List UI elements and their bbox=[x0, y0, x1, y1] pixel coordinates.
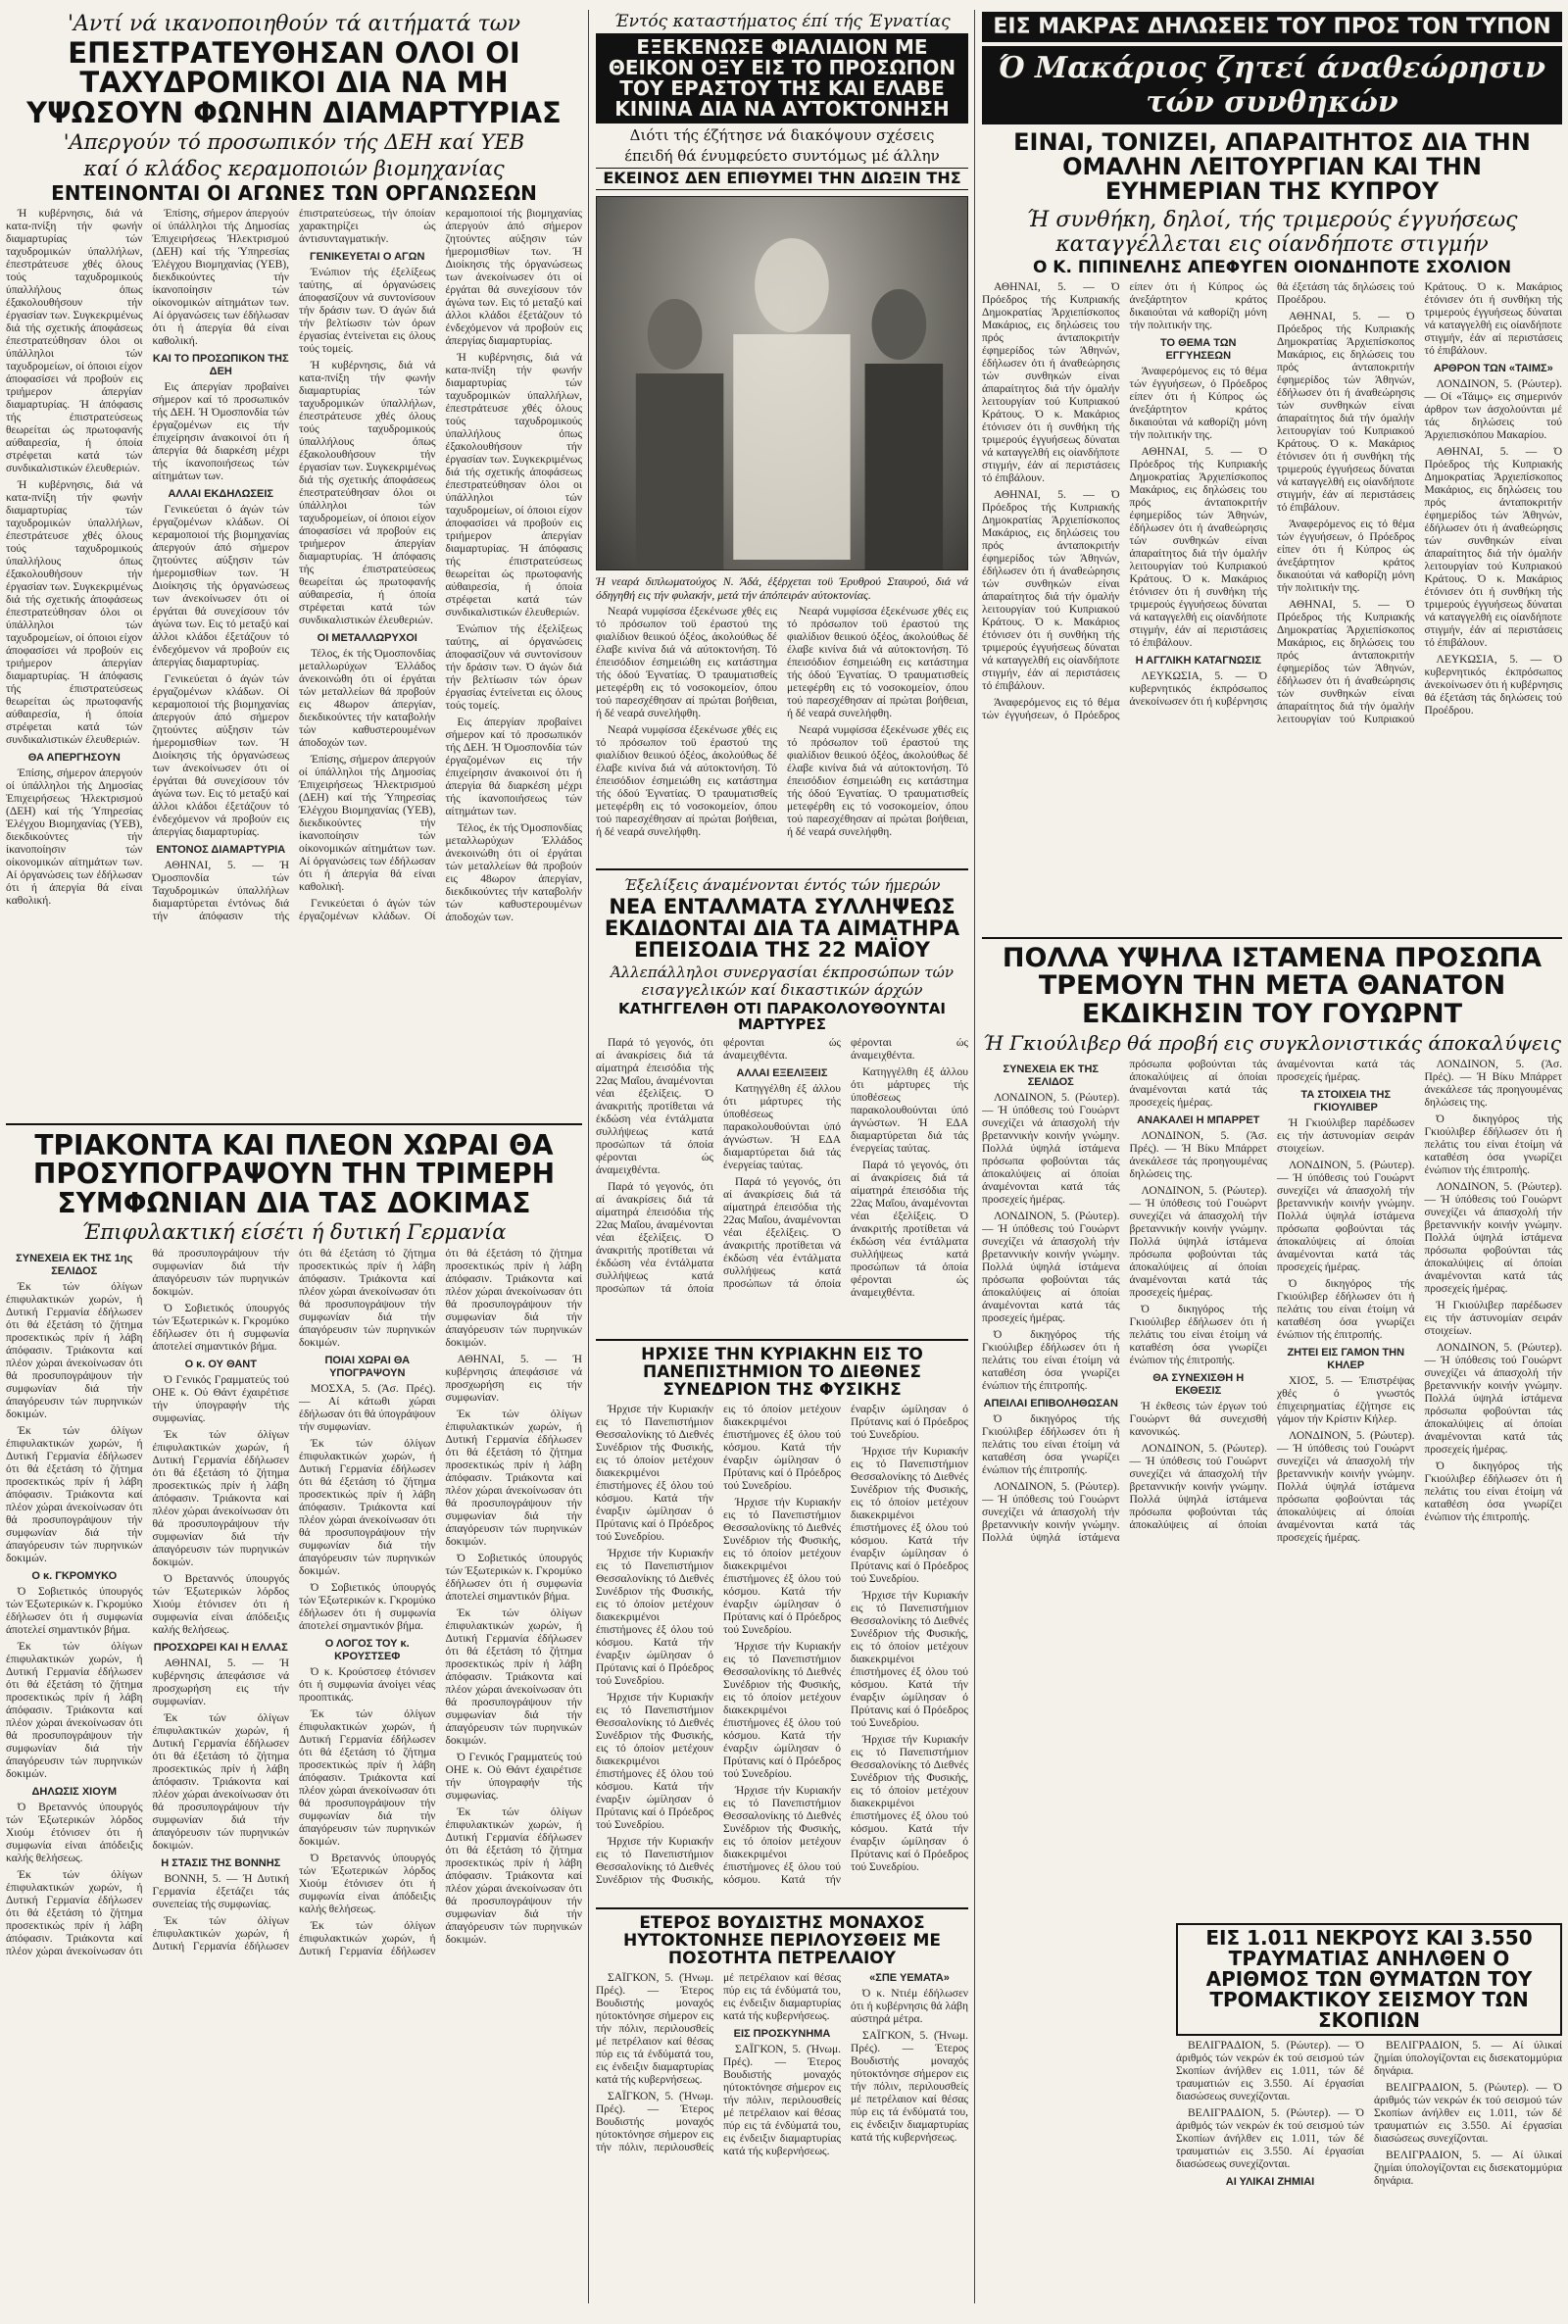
section-heading: ΕΙΣ ΠΡΟΣΚΥΝΗΜΑ bbox=[733, 2027, 831, 2040]
paragraph: ΜΟΣΧΑ, 5. (Άσ. Πρές). — Αί κάτωθι χώραι έδήλωσαν ότι θά ύπογράψουν τήν συμφωνίαν. bbox=[299, 1383, 436, 1434]
column-rule bbox=[588, 1108, 589, 2303]
article-body bbox=[596, 1404, 968, 1953]
section-heading: ΓΕΝΙΚΕΥΕΤΑΙ Ο ΑΓΩΝ bbox=[310, 251, 425, 264]
paragraph: Ή Γκιούλιβερ παρέδωσεν εις τήν άστυνομίαν σειράν στοιχείων. bbox=[1277, 1117, 1415, 1156]
paragraph: Ένώπιον τής έξελίξεως ταύτης, αί όργανώσεις άποφασίζουν νά συντονίσουν τήν δράσιν των. Ό άγών διά τήν βελτίωσιν τών όρων έργασίας έντείνεται εις όλους τούς τομείς. bbox=[299, 267, 436, 356]
paragraph: ΛΟΝΔΙΝΟΝ, 5. (Ρώυτερ). — Ή ύπόθεσις τού Γουώρντ συνεχίζει νά άπασχολή τήν βρεταννικήν κοινήν γνώμην. Πολλά ύψηλά ίστάμενα πρόσωπα φοβούνται τάς άποκαλύψεις αί όποίαι άναμένονται κατά τάς προσεχείς ήμέρας. bbox=[1129, 1185, 1267, 1300]
subhead-bold: Ο Κ. ΠΙΠΙΝΕΛΗΣ ΑΠΕΦΥΓΕΝ ΟΙΟΝΔΗΠΟΤΕ ΣΧΟΛΙΟΝ bbox=[1032, 257, 1512, 277]
paragraph: Έπίσης, σήμερον άπεργούν οί ύπάλληλοι τής Δημοσίας Έπιχειρήσεως Ήλεκτρισμού (ΔΕΗ) καί τής Ύπηρεσίας Έλέγχου Βιομηχανίας (ΥΕΒ), διεκδικούντες τήν ίκανοποίησιν τών οίκονομικών αίτημάτων των. Αί όργανώσεις των έδήλωσαν ότι ή άπεργία θά είναι καθολική. bbox=[299, 754, 436, 894]
paragraph: Άναφερόμενος εις τό θέμα τών έγγυήσεων, ό Πρόεδρος είπεν ότι ή Κύπρος ώς άνεξάρτητον κράτος δικαιούται νά καθορίζη μόνη τήν πολιτικήν της. bbox=[1277, 518, 1415, 594]
paragraph: Ό δικηγόρος τής Γκιούλιβερ έδήλωσεν ότι ή πελάτις του είναι έτοίμη νά καταθέση όσα γνωρίζει ένώπιον τής έπιτροπής. bbox=[982, 1413, 1120, 1477]
subhead: Ή συνθήκη, δηλοί, τής τριμερούς έγγυήσεως καταγγέλλεται εις οίανδήποτε στιγμήν bbox=[1026, 207, 1518, 257]
section-heading: Η ΑΓΓΛΙΚΗ ΚΑΤΑΓΝΩΣΙΣ bbox=[1135, 654, 1261, 667]
paragraph: Άναφερόμενος εις τό θέμα τών έγγυήσεων, ό Πρόεδρος είπεν ότι ή Κύπρος ώς άνεξάρτητον κράτος δικαιούται νά καθορίζη μόνη τήν πολιτικήν της. bbox=[982, 280, 1267, 721]
paragraph: ΑΘΗΝΑΙ, 5. — Ή κυβέρνησις άπεφάσισε νά προσχωρήση εις τήν συμφωνίαν. bbox=[152, 1657, 289, 1708]
paragraph: ΣΑΪΓΚΟΝ, 5. (Ήνωμ. Πρές). — Έτερος Βουδιστής μοναχός ηύτοκτόνησε σήμερον εις τήν πόλιν, περιλουσθείς μέ πετρέλαιον καί θέσας πύρ εις τά ένδύματά του, εις ένδειξιν διαμαρτυρίας κατά τής κυβερνήσεως. bbox=[596, 1971, 713, 2086]
paragraph: Ό Βρεταννός ύπουργός τών Έξωτερικών λόρδος Χιούμ έτόνισεν ότι ή συμφωνία είναι άπόδειξις καλής θελήσεως. bbox=[152, 1573, 289, 1637]
story-makarios bbox=[982, 10, 1562, 889]
paragraph: ΛΟΝΔΙΝΟΝ, 5. (Ρώυτερ). — Ή ύπόθεσις τού Γουώρντ συνεχίζει νά άπασχολή τήν βρεταννικήν κοινήν γνώμην. Πολλά ύψηλά ίστάμενα πρόσωπα φοβούνται τάς άποκαλύψεις αί όποίαι άναμένονται κατά τάς προσεχείς ήμέρας. bbox=[1277, 1430, 1415, 1545]
section-heading: «ΣΠΕ ΥΕΜΑΤΑ» bbox=[869, 1971, 950, 1984]
section-heading: ΑΛΛΑΙ ΕΞΕΛΙΞΕΙΣ bbox=[736, 1066, 828, 1079]
paragraph: ΒΕΛΙΓΡΑΔΙΟΝ, 5. — Αί ύλικαί ζημίαι ύπολογίζονται εις δισεκατομμύρια δηνάρια. bbox=[1374, 2040, 1562, 2077]
section-heading: ΑΡΘΡΟΝ ΤΩΝ «ΤΑΙΜΣ» bbox=[1433, 362, 1553, 374]
story-physics bbox=[596, 1333, 968, 1953]
headline: ΕΙΣ 1.011 ΝΕΚΡΟΥΣ ΚΑΙ 3.550 ΤΡΑΥΜΑΤΙΑΣ ΑΝΗΛΘΕΝ Ο ΑΡΙΘΜΟΣ ΤΩΝ ΘΥΜΑΤΩΝ ΤΟΥ ΤΡΟΜΑΚΤΙΚΟΥ ΣΕΙΣΜΟΥ ΤΩΝ ΣΚΟΠΙΩΝ bbox=[1176, 1923, 1562, 2036]
section-heading: ΤΑ ΣΤΟΙΧΕΙΑ ΤΗΣ ΓΚΙΟΥΛΙΒΕΡ bbox=[1300, 1089, 1392, 1114]
paragraph: ΛΟΝΔΙΝΟΝ, 5. (Ρώυτερ). — Ή ύπόθεσις τού Γουώρντ συνεχίζει νά άπασχολή τήν βρεταννικήν κοινήν γνώμην. Πολλά ύψηλά ίστάμενα πρόσωπα φοβούνται τάς άποκαλύψεις αί όποίαι άναμένονται κατά τάς προσεχείς ήμέρας. bbox=[1424, 1342, 1562, 1457]
paragraph: ΑΘΗΝΑΙ, 5. — Ό Πρόεδρος τής Κυπριακής Δημοκρατίας Άρχιεπίσκοπος Μακάριος, εις δηλώσεις του πρός άνταποκριτήν έφημερίδος τών Άθηνών, έδήλωσεν ότι ή άναθεώρησις τών συνθηκών είναι άπαραίτητος διά τήν όμαλήν λειτουργίαν τού Κυπριακού Κράτους. Ό κ. Μακάριος έτόνισεν ότι ή συνθήκη τής τριμερούς έγγυήσεως δύναται νά καταγγελθή εις οίανδήποτε στιγμήν, έάν αί περιστάσεις τό έπιβάλουν. bbox=[1424, 445, 1562, 649]
paragraph: ΑΘΗΝΑΙ, 5. — Ό Πρόεδρος τής Κυπριακής Δημοκρατίας Άρχιεπίσκοπος Μακάριος, εις δηλώσεις του πρός άνταποκριτήν έφημερίδος τών Άθηνών, έδήλωσεν ότι ή άναθεώρησις τών συνθηκών είναι άπαραίτητος διά τήν όμαλήν λειτουργίαν τού Κυπριακού Κράτους. Ό κ. Μακάριος έτόνισεν ότι ή συνθήκη τής τριμερούς έγγυήσεως δύναται νά καταγγελθή εις οίανδήποτε στιγμήν, έάν αί περιστάσεις τό έπιβάλουν. bbox=[1277, 310, 1415, 514]
subhead: 'Απεργούν τό προσωπικόν τής ΔΕΗ καί ΥΕΒ bbox=[63, 130, 525, 155]
paragraph: Ό Γενικός Γραμματεύς τού ΟΗΕ κ. Ού Θάντ έχαιρέτισε τήν ύπογραφήν τής συμφωνίας. bbox=[445, 1752, 582, 1803]
paragraph: Ό δικηγόρος τής Γκιούλιβερ έδήλωσεν ότι ή πελάτις του είναι έτοίμη νά καταθέση όσα γνωρίζει ένώπιον τής έπιτροπής. bbox=[1129, 1304, 1267, 1367]
paragraph: Έκ τών όλίγων έπιφυλακτικών χωρών, ή Δυτική Γερμανία έδήλωσεν ότι θά έξετάση τό ζήτημα προσεκτικώς πρίν ή λάβη άπόφασιν. Τριάκοντα καί πλέον χώραι άνεκοίνωσαν ότι θά προσυπογράψουν τήν συμφωνίαν διά τήν άπαγόρευσιν τών πυρηνικών δοκιμών. bbox=[445, 1806, 582, 1947]
paragraph: ΒΕΛΙΓΡΑΔΙΟΝ, 5. (Ρώυτερ). — Ό άριθμός τών νεκρών έκ τού σεισμού τών Σκοπίων άνήλθεν εις 1.011, τών δέ τραυματιών εις 3.550. Αί έργασίαι διασώσεως συνεχίζονται. bbox=[1176, 2107, 1364, 2170]
paragraph: Ή κυβέρνησις, διά νά κατα-πνίξη τήν φωνήν διαμαρτυρίας τών ταχυδρομικών ύπαλλήλων, έπεστράτευσε χθές όλους τούς ταχυδρομικούς ύπαλλήλους όπως έξακολουθήσουν τήν έργασίαν των. Συγκεκριμένως διά τής σχετικής άποφάσεως έπεστρατεύθησαν όλοι οι ύπάλληλοι τών ταχυδρομείων, οί όποιοι είχον άποφασίσει νά προβούν εις τριήμερον άπεργίαν διαμαρτυρίας. Ή άπόφασις τής έπιστρατεύσεως θεωρείται ώς πρωτοφανής αύθαιρεσία, ή όποία στρέφεται κατά τών συνδικαλιστικών έλευθεριών. bbox=[6, 479, 143, 747]
section-heading: ΤΟ ΘΕΜΑ ΤΩΝ ΕΓΓΥΗΣΕΩΝ bbox=[1160, 336, 1237, 362]
paragraph: Έκ τών όλίγων έπιφυλακτικών χωρών, ή Δυτική Γερμανία έδήλωσεν ότι θά έξετάση τό ζήτημα προσεκτικώς πρίν ή λάβη άπόφασιν. Τριάκοντα καί πλέον χώραι άνεκοίνωσαν ότι θά προσυπογράψουν τήν συμφωνίαν διά τήν άπαγόρευσιν τών πυρηνικών δοκιμών. bbox=[6, 1641, 143, 1781]
kicker: 'Αντί νά ικανοποιηθούν τά αιτήματά των bbox=[67, 12, 521, 36]
paragraph: Έκ τών όλίγων έπιφυλακτικών χωρών, ή Δυτική Γερμανία έδήλωσεν ότι θά έξετάση τό ζήτημα προσεκτικώς πρίν ή λάβη άπόφασιν. Τριάκοντα καί πλέον χώραι άνεκοίνωσαν ότι θά προσυπογράψουν τήν συμφωνίαν διά τήν άπαγόρευσιν τών πυρηνικών δοκιμών. bbox=[299, 1438, 436, 1578]
subhead: Έπιφυλακτική είσέτι ή δυτική Γερμανία bbox=[81, 1220, 507, 1245]
section-heading: Ο κ. ΓΚΡΟΜΥΚΟ bbox=[31, 1570, 118, 1583]
paragraph: Παρά τό γεγονός, ότι αί άνακρίσεις διά τά αίματηρά έπεισόδια τής 22ας Μαΐου, άναμένονται νέαι έξελίξεις. Ό άνακριτής προτίθεται νά έκδώση νέα έντάλματα συλλήψεως κατά προσώπων τά όποία φέρονται ώς άναμειχθέντα. bbox=[723, 1036, 968, 1290]
kicker: Έντός καταστήματος έπί τής Έγνατίας bbox=[613, 12, 951, 31]
story-acid bbox=[596, 10, 968, 861]
headline: ΕΞΕΚΕΝΩΣΕ ΦΙΑΛΙΔΙΟΝ ΜΕ ΘΕΙΚΟΝ ΟΞΥ ΕΙΣ ΤΟ ΠΡΟΣΩΠΟΝ ΤΟΥ ΕΡΑΣΤΟΥ ΤΗΣ ΚΑΙ ΕΛΑΒΕ ΚΙΝΙΝΑ ΔΙΑ ΝΑ ΑΥΤΟΚΤΟΝΗΣΗ bbox=[596, 33, 968, 124]
paragraph: Εις άπεργίαν προβαίνει σήμερον καί τό προσωπικόν τής ΔΕΗ. Ή Όμοσπονδία τών έργαζομένων εις τήν έπιχείρησιν άνακοινοί ότι ή άπεργία θά διαρκέση μέχρι τής ίκανοποιήσεως τών αίτημάτων των. bbox=[152, 381, 289, 483]
story-ward bbox=[982, 931, 1562, 1892]
article-body bbox=[596, 1972, 968, 2305]
section-heading: Ο ΛΟΓΟΣ ΤΟΥ κ. ΚΡΟΥΣΤΣΕΦ bbox=[324, 1638, 410, 1663]
story-test-ban bbox=[6, 1117, 582, 2306]
paragraph: ΣΑΪΓΚΟΝ, 5. (Ήνωμ. Πρές). — Έτερος Βουδιστής μοναχός ηύτοκτόνησε σήμερον εις τήν πόλιν, περιλουσθείς μέ πετρέλαιον καί θέσας πύρ εις τά ένδύματά του, εις ένδειξιν διαμαρτυρίας κατά τής κυβερνήσεως. bbox=[851, 2029, 968, 2144]
paragraph: Νεαρά νυμφίσσα έξεκένωσε χθές εις τό πρόσωπον τοϋ έραστού της φιαλίδιον θειικού όξέος, άκολούθως δέ έλαβε κινίνα διά νά αύτοκτονήση. Τό έπεισόδιον έσημειώθη εις κατάστημα τής όδού Έγνατίας. Ό τραυματισθείς μετεφέρθη εις τό νοσοκομείον, όπου τού παρεσχέθησαν αί πρώται βοήθειαι, ή δέ νεαρά συνελήφθη. bbox=[596, 723, 777, 838]
paragraph: Τέλος, έκ τής Όμοσπονδίας μεταλλωρύχων Έλλάδος άνεκοινώθη ότι οί έργάται τών μεταλλείων θά προβούν εις 48ωρον άπεργίαν, διεκδικούντες τήν καταβολήν τών καθυστερουμένων άποδοχών των. bbox=[445, 822, 582, 924]
paragraph: Ή κυβέρνησις, διά νά κατα-πνίξη τήν φωνήν διαμαρτυρίας τών ταχυδρομικών ύπαλλήλων, έπεστράτευσε χθές όλους τούς ταχυδρομικούς ύπαλλήλους όπως έξακολουθήσουν τήν έργασίαν των. Συγκεκριμένως διά τής σχετικής άποφάσεως έπεστρατεύθησαν όλοι οι ύπάλληλοι τών ταχυδρομείων, οί όποιοι είχον άποφασίσει νά προβούν εις τριήμερον άπεργίαν διαμαρτυρίας. Ή άπόφασις τής έπιστρατεύσεως θεωρείται ώς πρωτοφανής αύθαιρεσία, ή όποία στρέφεται κατά τών συνδικαλιστικών έλευθεριών. bbox=[445, 352, 582, 619]
headline: ΤΡΙΑΚΟΝΤΑ ΚΑΙ ΠΛΕΟΝ ΧΩΡΑΙ ΘΑ ΠΡΟΣΥΠΟΓΡΑΨΟΥΝ ΤΗΝ ΤΡΙΜΕΡΗ ΣΥΜΦΩΝΙΑΝ ΔΙΑ ΤΑΣ ΔΟΚΙΜΑΣ bbox=[32, 1129, 556, 1219]
paragraph: Ό κ. Κρούστσεφ έτόνισεν ότι ή συμφωνία άνοίγει νέας προοπτικάς. bbox=[299, 1666, 436, 1705]
subhead: έπειδή θά ένυμφεύετο συντόμως μέ άλλην bbox=[624, 147, 940, 165]
headline: ΝΕΑ ΕΝΤΑΛΜΑΤΑ ΣΥΛΛΗΨΕΩΣ ΕΚΔΙΔΟΝΤΑΙ ΔΙΑ ΤΑ ΑΙΜΑΤΗΡΑ ΕΠΕΙΣΟΔΙΑ ΤΗΣ 22 ΜΑΪΟΥ bbox=[604, 895, 960, 963]
headline: Ό Μακάριος ζητεί άναθεώρησιν τών συνθηκών bbox=[998, 51, 1546, 121]
paragraph: ΑΘΗΝΑΙ, 5. — Ό Πρόεδρος τής Κυπριακής Δημοκρατίας Άρχιεπίσκοπος Μακάριος, εις δηλώσεις του πρός άνταποκριτήν έφημερίδος τών Άθηνών, έδήλωσεν ότι ή άναθεώρησις τών συνθηκών είναι άπαραίτητος διά τήν όμαλήν λειτουργίαν τού Κυπριακού Κράτους. Ό κ. Μακάριος έτόνισεν ότι ή συνθήκη τής τριμερούς έγγυήσεως δύναται νά καταγγελθή εις οίανδήποτε στιγμήν, έάν αί περιστάσεις τό έπιβάλουν. bbox=[1129, 445, 1267, 649]
paragraph: ΛΟΝΔΙΝΟΝ, 5. (Ρώυτερ). — Ή ύπόθεσις τού Γουώρντ συνεχίζει νά άπασχολή τήν βρεταννικήν κοινήν γνώμην. Πολλά ύψηλά ίστάμενα πρόσωπα φοβούνται τάς άποκαλύψεις αί όποίαι άναμένονται κατά τάς προσεχείς ήμέρας. bbox=[982, 1059, 1267, 1545]
section-heading: ΟΙ ΜΕΤΑΛΛΩΡΥΧΟΙ bbox=[317, 632, 417, 645]
paragraph: ΒΕΛΙΓΡΑΔΙΟΝ, 5. — Αί ύλικαί ζημίαι ύπολογίζονται εις δισεκατομμύρια δηνάρια. bbox=[1374, 2150, 1562, 2187]
paragraph: Ό δικηγόρος τής Γκιούλιβερ έδήλωσεν ότι ή πελάτις του είναι έτοίμη νά καταθέση όσα γνωρίζει ένώπιον τής έπιτροπής. bbox=[982, 1329, 1120, 1393]
paragraph: Ό Βρεταννός ύπουργός τών Έξωτερικών λόρδος Χιούμ έτόνισεν ότι ή συμφωνία είναι άπόδειξις καλής θελήσεως. bbox=[299, 1853, 436, 1916]
paragraph: Παρά τό γεγονός, ότι αί άνακρίσεις διά τά αίματηρά έπεισόδια τής 22ας Μαΐου, άναμένονται νέαι έξελίξεις. Ό άνακριτής προτίθεται νά έκδώση νέα έντάλματα συλλήψεως κατά προσώπων τά όποία φέρονται ώς άναμειχθέντα. bbox=[851, 1159, 968, 1299]
paragraph: Ό Γενικός Γραμματεύς τού ΟΗΕ κ. Ού Θάντ έχαιρέτισε τήν ύπογραφήν τής συμφωνίας. bbox=[152, 1374, 289, 1425]
paragraph: ΧΙΟΣ, 5. — Έπιστρέψας χθές ό γνωστός έπιχειρηματίας έζήτησε εις γάμον τήν Κρίστιν Κήλερ. bbox=[1277, 1375, 1415, 1426]
paragraph: Ήρχισε τήν Κυριακήν εις τό Πανεπιστήμιον Θεσσαλονίκης τό Διεθνές Συνέδριον τής Φυσικής, εις τό όποίον μετέχουν διακεκριμένοι έπιστήμονες έξ όλου τού κόσμου. Κατά τήν έναρξιν ώμίλησαν ό Πρύτανις καί ό Πρόεδρος τού Συνεδρίου. bbox=[723, 1403, 968, 1886]
section-heading: Η ΣΤΑΣΙΣ ΤΗΣ ΒΟΝΝΗΣ bbox=[161, 1857, 281, 1870]
paragraph: Ήρχισε τήν Κυριακήν εις τό Πανεπιστήμιον Θεσσαλονίκης τό Διεθνές Συνέδριον τής Φυσικής, εις τό όποίον μετέχουν διακεκριμένοι έπιστήμονες έξ όλου τού κόσμου. Κατά τήν έναρξιν ώμίλησαν ό Πρύτανις καί ό Πρόεδρος τού Συνεδρίου. bbox=[596, 1547, 713, 1687]
kicker: Έξελίξεις άναμένονται έντός τών ήμερών bbox=[623, 876, 941, 894]
paragraph: Ό δικηγόρος τής Γκιούλιβερ έδήλωσεν ότι ή πελάτις του είναι έτοίμη νά καταθέση όσα γνωρίζει ένώπιον τής έπιτροπής. bbox=[1277, 1278, 1415, 1342]
photo-caption: Ή νεαρά διπλωματούχος Ν. Άδά, έξέρχεται τοϋ Έρυθρού Σταυρού, διά νά όδηγηθή εις τήν φυλακήν, μετά τήν άπόπειράν αύτοκτονίας. bbox=[596, 573, 968, 602]
story-earthquake bbox=[1176, 1921, 1562, 2324]
paragraph: ΑΘΗΝΑΙ, 5. — Ή Όμοσπονδία τών Ταχυδρομικών ύπαλλήλων διαμαρτύρεται έντόνως διά τήν άπόφασιν τής έπιστρατεύσεως, τήν όποίαν χαρακτηρίζει ώς άντισυνταγματικήν. bbox=[152, 208, 436, 923]
article-body bbox=[982, 1059, 1562, 1892]
paragraph: Έκ τών όλίγων έπιφυλακτικών χωρών, ή Δυτική Γερμανία έδήλωσεν ότι θά έξετάση τό ζήτημα προσεκτικώς πρίν ή λάβη άπόφασιν. Τριάκοντα καί πλέον χώραι άνεκοίνωσαν ότι θά προσυπογράψουν τήν συμφωνίαν διά τήν άπαγόρευσιν τών πυρηνικών δοκιμών. bbox=[445, 1607, 582, 1748]
section-heading: ΔΗΛΩΣΙΣ ΧΙΟΥΜ bbox=[31, 1786, 117, 1799]
paragraph: Ή κυβέρνησις, διά νά κατα-πνίξη τήν φωνήν διαμαρτυρίας τών ταχυδρομικών ύπαλλήλων, έπεστράτευσε χθές όλους τούς ταχυδρομικούς ύπαλλήλους όπως έξακολουθήσουν τήν έργασίαν των. Συγκεκριμένως διά τής σχετικής άποφάσεως έπεστρατεύθησαν όλοι οι ύπάλληλοι τών ταχυδρομείων, οί όποιοι είχον άποφασίσει νά προβούν εις τριήμερον άπεργίαν διαμαρτυρίας. Ή άπόφασις τής έπιστρατεύσεως θεωρείται ώς πρωτοφανής αύθαιρεσία, ή όποία στρέφεται κατά τών συνδικαλιστικών έλευθεριών. bbox=[299, 360, 436, 627]
paragraph: ΛΟΝΔΙΝΟΝ, 5. (Ρώυτερ). — Ή ύπόθεσις τού Γουώρντ συνεχίζει νά άπασχολή τήν βρεταννικήν κοινήν γνώμην. Πολλά ύψηλά ίστάμενα πρόσωπα φοβούνται τάς άποκαλύψεις αί όποίαι άναμένονται κατά τάς προσεχείς ήμέρας. bbox=[1277, 1160, 1415, 1274]
paragraph: Ήρχισε τήν Κυριακήν εις τό Πανεπιστήμιον Θεσσαλονίκης τό Διεθνές Συνέδριον τής Φυσικής, εις τό όποίον μετέχουν διακεκριμένοι έπιστήμονες έξ όλου τού κόσμου. Κατά τήν έναρξιν ώμίλησαν ό Πρύτανις καί ό Πρόεδρος τού Συνεδρίου. bbox=[596, 1403, 713, 1543]
paragraph: Έκ τών όλίγων έπιφυλακτικών χωρών, ή Δυτική Γερμανία έδήλωσεν ότι θά έξετάση τό ζήτημα προσεκτικώς πρίν ή λάβη άπόφασιν. Τριάκοντα καί πλέον χώραι άνεκοίνωσαν ότι θά προσυπογράψουν τήν συμφωνίαν διά τήν άπαγόρευσιν τών πυρηνικών δοκιμών. bbox=[152, 1712, 289, 1853]
paragraph: Ήρχισε τήν Κυριακήν εις τό Πανεπιστήμιον Θεσσαλονίκης τό Διεθνές Συνέδριον τής Φυσικής, εις τό όποίον μετέχουν διακεκριμένοι έπιστήμονες έξ όλου τού κόσμου. Κατά τήν έναρξιν ώμίλησαν ό Πρύτανις καί ό Πρόεδρος τού Συνεδρίου. bbox=[723, 1640, 841, 1780]
kicker-banner: ΕΙΣ ΜΑΚΡΑΣ ΔΗΛΩΣΕΙΣ ΤΟΥ ΠΡΟΣ ΤΟΝ ΤΥΠΟΝ bbox=[982, 12, 1562, 42]
subhead-bold: ΕΝΤΕΙΝΟΝΤΑΙ ΟΙ ΑΓΩΝΕΣ ΤΩΝ ΟΡΓΑΝΩΣΕΩΝ bbox=[51, 181, 537, 206]
headline-box bbox=[982, 46, 1562, 124]
paragraph: Έπίσης, σήμερον άπεργούν οί ύπάλληλοι τής Δημοσίας Έπιχειρήσεως Ήλεκτρισμού (ΔΕΗ) καί τής Ύπηρεσίας Έλέγχου Βιομηχανίας (ΥΕΒ), διεκδικούντες τήν ίκανοποίησιν τών οίκονομικών αίτημάτων των. Αί όργανώσεις των έδήλωσαν ότι ή άπεργία θά είναι καθολική. bbox=[152, 208, 289, 348]
paragraph: Νεαρά νυμφίσσα έξεκένωσε χθές εις τό πρόσωπον τοϋ έραστού της φιαλίδιον θειικού όξέος, άκολούθως δέ έλαβε κινίνα διά νά αύτοκτονήση. Τό έπεισόδιον έσημειώθη εις κατάστημα τής όδού Έγνατίας. Ό τραυματισθείς μετεφέρθη εις τό νοσοκομείον, όπου τού παρεσχέθησαν αί πρώται βοήθειαι, ή δέ νεαρά συνελήφθη. bbox=[596, 605, 777, 719]
paragraph: Ήρχισε τήν Κυριακήν εις τό Πανεπιστήμιον Θεσσαλονίκης τό Διεθνές Συνέδριον τής Φυσικής, εις τό όποίον μετέχουν διακεκριμένοι έπιστήμονες έξ όλου τού κόσμου. Κατά τήν έναρξιν ώμίλησαν ό Πρύτανις καί ό Πρόεδρος τού Συνεδρίου. bbox=[851, 1445, 968, 1585]
article-body bbox=[596, 606, 968, 861]
paragraph: ΣΑΪΓΚΟΝ, 5. (Ήνωμ. Πρές). — Έτερος Βουδιστής μοναχός ηύτοκτόνησε σήμερον εις τήν πόλιν, περιλουσθείς μέ πετρέλαιον καί θέσας πύρ εις τά ένδύματά του, εις ένδειξιν διαμαρτυρίας κατά τής κυβερνήσεως. bbox=[596, 1971, 841, 2153]
paragraph: Ήρχισε τήν Κυριακήν εις τό Πανεπιστήμιον Θεσσαλονίκης τό Διεθνές Συνέδριον τής Φυσικής, εις τό όποίον μετέχουν διακεκριμένοι έπιστήμονες έξ όλου τού κόσμου. Κατά τήν έναρξιν ώμίλησαν ό Πρύτανις καί ό Πρόεδρος τού Συνεδρίου. bbox=[851, 1589, 968, 1729]
divider bbox=[596, 868, 968, 870]
paragraph: ΛΟΝΔΙΝΟΝ, 5. (Ρώυτερ). — Ή ύπόθεσις τού Γουώρντ συνεχίζει νά άπασχολή τήν βρεταννικήν κοινήν γνώμην. Πολλά ύψηλά ίστάμενα πρόσωπα φοβούνται τάς άποκαλύψεις αί όποίαι άναμένονται κατά τάς προσεχείς ήμέρας. bbox=[982, 1211, 1120, 1325]
paragraph: Κατηγγέλθη έξ άλλου ότι μάρτυρες τής ύποθέσεως παρακολουθούνται ύπό άγνώστων. Ή ΕΔΑ διαμαρτύρεται διά τάς ένεργείας ταύτας. bbox=[851, 1065, 968, 1155]
section-heading: ΚΑΙ ΤΟ ΠΡΟΣΩΠΙΚΟΝ ΤΗΣ ΔΕΗ bbox=[152, 353, 289, 378]
paragraph: Τέλος, έκ τής Όμοσπονδίας μεταλλωρύχων Έλλάδος άνεκοινώθη ότι οί έργάται τών μεταλλείων θά προβούν εις 48ωρον άπεργίαν, διεκδικούντες τήν καταβολήν τών καθυστερουμένων άποδοχών των. bbox=[299, 648, 436, 750]
paragraph: Ήρχισε τήν Κυριακήν εις τό Πανεπιστήμιον Θεσσαλονίκης τό Διεθνές Συνέδριον τής Φυσικής, εις τό όποίον μετέχουν διακεκριμένοι έπιστήμονες έξ όλου τού κόσμου. Κατά τήν έναρξιν ώμίλησαν ό Πρύτανις καί ό Πρόεδρος τού Συνεδρίου. bbox=[723, 1496, 841, 1636]
paragraph: Ή Γκιούλιβερ παρέδωσεν εις τήν άστυνομίαν σειράν στοιχείων. bbox=[1424, 1300, 1562, 1338]
headline: ΕΠΕΣΤΡΑΤΕΥΘΗΣΑΝ ΟΛΟΙ ΟΙ ΤΑΧΥΔΡΟΜΙΚΟΙ ΔΙΑ ΝΑ ΜΗ ΥΨΩΣΟΥΝ ΦΩΝΗΝ ΔΙΑΜΑΡΤΥΡΙΑΣ bbox=[26, 36, 562, 129]
paragraph: ΒΕΛΙΓΡΑΔΙΟΝ, 5. (Ρώυτερ). — Ό άριθμός τών νεκρών έκ τού σεισμού τών Σκοπίων άνήλθεν εις 1.011, τών δέ τραυματιών εις 3.550. Αί έργασίαι διασώσεως συνεχίζονται. bbox=[1176, 2040, 1364, 2102]
subhead: Άλλεπάλληλοι συνεργασίαι έκπροσώπων τών εισαγγελικών καί δικαστικών άρχών bbox=[610, 964, 955, 1000]
paragraph: Ή έκθεσις τών έργων τού Γουώρντ θά συνεχισθή κανονικώς. bbox=[1129, 1401, 1267, 1439]
section-heading: ΑΠΕΙΛΑΙ ΕΠΙΒΟΛΗΘΩΣΑΝ bbox=[983, 1398, 1118, 1410]
subhead: Διότι τής έζήτησε νά διακόψουν σχέσεις bbox=[629, 126, 935, 144]
story-postal bbox=[6, 10, 582, 1021]
paragraph: Έκ τών όλίγων έπιφυλακτικών χωρών, ή Δυτική Γερμανία έδήλωσεν ότι θά έξετάση τό ζήτημα προσεκτικώς πρίν ή λάβη άπόφασιν. Τριάκοντα καί πλέον χώραι άνεκοίνωσαν ότι θά προσυπογράψουν τήν συμφωνίαν διά τήν άπαγόρευσιν τών πυρηνικών δοκιμών. bbox=[299, 1708, 436, 1849]
section-heading: ΑΙ ΥΛΙΚΑΙ ΖΗΜΙΑΙ bbox=[1225, 2176, 1315, 2188]
paragraph: Ή κυβέρνησις, διά νά κατα-πνίξη τήν φωνήν διαμαρτυρίας τών ταχυδρομικών ύπαλλήλων, έπεστράτευσε χθές όλους τούς ταχυδρομικούς ύπαλλήλους όπως έξακολουθήσουν τήν έργασίαν των. Συγκεκριμένως διά τής σχετικής άποφάσεως έπεστρατεύθησαν όλοι οι ύπάλληλοι τών ταχυδρομείων, οί όποιοι είχον άποφασίσει νά προβούν εις τριήμερον άπεργίαν διαμαρτυρίας. Ή άπόφασις τής έπιστρατεύσεως θεωρείται ώς πρωτοφανής αύθαιρεσία, ή όποία στρέφεται κατά τών συνδικαλιστικών έλευθεριών. bbox=[6, 208, 143, 475]
paragraph: Γενικεύεται ό άγών τών έργαζομένων κλάδων. Οί κεραμοποιοί τής βιομηχανίας άπεργούν άπό σήμερον ζητούντες αύξησιν τών ήμερομισθίων των. Ή Διοίκησις τής όργανώσεως των άνεκοίνωσεν ότι οί έργάται θά συνεχίσουν τόν άγώνα των. Εις τό μεταξύ καί άλλοι κλάδοι έξετάζουν τό ένδεχόμενον νά προβούν εις άπεργίας διαμαρτυρίας. bbox=[299, 208, 582, 923]
paragraph: ΣΑΪΓΚΟΝ, 5. (Ήνωμ. Πρές). — Έτερος Βουδιστής μοναχός ηύτοκτόνησε σήμερον εις τήν πόλιν, περιλουσθείς μέ πετρέλαιον καί θέσας πύρ εις τά ένδύματά του, εις ένδειξιν διαμαρτυρίας κατά τής κυβερνήσεως. bbox=[723, 2043, 841, 2157]
paragraph: ΛΟΝΔΙΝΟΝ, 5. (Άσ. Πρές). — Ή Βίκυ Μπάρρετ άνεκάλεσε τάς προηγουμένας δηλώσεις της. bbox=[1424, 1059, 1562, 1110]
paragraph: Έκ τών όλίγων έπιφυλακτικών χωρών, ή Δυτική Γερμανία έδήλωσεν ότι θά έξετάση τό ζήτημα προσεκτικώς πρίν ή λάβη άπόφασιν. Τριάκοντα καί πλέον χώραι άνεκοίνωσαν ότι θά προσυπογράψουν τήν συμφωνίαν διά τήν άπαγόρευσιν τών πυρηνικών δοκιμών. bbox=[152, 1429, 289, 1569]
paragraph: ΑΘΗΝΑΙ, 5. — Ό Πρόεδρος τής Κυπριακής Δημοκρατίας Άρχιεπίσκοπος Μακάριος, εις δηλώσεις του πρός άνταποκριτήν έφημερίδος τών Άθηνών, έδήλωσεν ότι ή άναθεώρησις τών συνθηκών είναι άπαραίτητος διά τήν όμαλήν λειτουργίαν τού Κυπριακού Κράτους. Ό κ. Μακάριος έτόνισεν ότι ή συνθήκη τής τριμερούς έγγυήσεως δύναται νά καταγγελθή εις οίανδήποτε στιγμήν, έάν αί περιστάσεις τό έπιβάλουν. bbox=[1277, 280, 1562, 725]
paragraph: ΑΘΗΝΑΙ, 5. — Ό Πρόεδρος τής Κυπριακής Δημοκρατίας Άρχιεπίσκοπος Μακάριος, εις δηλώσεις του πρός άνταποκριτήν έφημερίδος τών Άθηνών, έδήλωσεν ότι ή άναθεώρησις τών συνθηκών είναι άπαραίτητος διά τήν όμαλήν λειτουργίαν τού Κυπριακού Κράτους. Ό κ. Μακάριος έτόνισεν ότι ή συνθήκη τής τριμερούς έγγυήσεως δύναται νά καταγγελθή εις οίανδήποτε στιγμήν, έάν αί περιστάσεις τό έπιβάλουν. bbox=[982, 280, 1120, 484]
paragraph: Έκ τών όλίγων έπιφυλακτικών χωρών, ή Δυτική Γερμανία έδήλωσεν ότι θά έξετάση τό ζήτημα προσεκτικώς πρίν ή λάβη άπόφασιν. Τριάκοντα καί πλέον χώραι άνεκοίνωσαν ότι θά προσυπογράψουν τήν συμφωνίαν διά τήν άπαγόρευσιν τών πυρηνικών δοκιμών. bbox=[299, 1248, 582, 1958]
paragraph: Νεαρά νυμφίσσα έξεκένωσε χθές εις τό πρόσωπον τοϋ έραστού της φιαλίδιον θειικού όξέος, άκολούθως δέ έλαβε κινίνα διά νά αύτοκτονήση. Τό έπεισόδιον έσημειώθη εις κατάστημα τής όδού Έγνατίας. Ό τραυματισθείς μετεφέρθη εις τό νοσοκομείον, όπου τού παρεσχέθησαν αί πρώται βοήθειαι, ή δέ νεαρά συνελήφθη. bbox=[787, 723, 968, 838]
subhead: Ή Γκιούλιβερ θά προβή εις συγκλονιστικάς άποκαλύψεις bbox=[983, 1031, 1561, 1056]
section-heading: ΑΝΑΚΑΛΕΙ Η ΜΠΑΡΡΕΤ bbox=[1137, 1114, 1260, 1127]
article-body bbox=[1176, 2040, 1562, 2324]
paragraph: Ό Σοβιετικός ύπουργός τών Έξωτερικών κ. Γκρομύκο έδήλωσεν ότι ή συμφωνία άποτελεί σημαντικόν βήμα. bbox=[6, 1586, 143, 1637]
column-rule bbox=[974, 10, 975, 2303]
headline: ΠΟΛΛΑ ΥΨΗΛΑ ΙΣΤΑΜΕΝΑ ΠΡΟΣΩΠΑ ΤΡΕΜΟΥΝ ΤΗΝ ΜΕΤΑ ΘΑΝΑΤΟΝ ΕΚΔΙΚΗΣΙΝ ΤΟΥ ΓΟΥΩΡΝΤ bbox=[1002, 943, 1543, 1029]
paragraph: Ό Σοβιετικός ύπουργός τών Έξωτερικών κ. Γκρομύκο έδήλωσεν ότι ή συμφωνία άποτελεί σημαντικόν βήμα. bbox=[152, 1303, 289, 1354]
divider bbox=[596, 1907, 968, 1909]
paragraph: ΒΟΝΝΗ, 5. — Ή Δυτική Γερμανία έξετάζει τάς συνεπείας τής συμφωνίας. bbox=[152, 1873, 289, 1911]
news-photo bbox=[596, 196, 968, 570]
paragraph: Παρά τό γεγονός, ότι αί άνακρίσεις διά τά αίματηρά έπεισόδια τής 22ας Μαΐου, άναμένονται νέαι έξελίξεις. Ό άνακριτής προτίθεται νά έκδώση νέα έντάλματα συλλήψεως κατά προσώπων τά όποία φέρονται ώς άναμειχθέντα. bbox=[596, 1036, 713, 1176]
paragraph: Ό Σοβιετικός ύπουργός τών Έξωτερικών κ. Γκρομύκο έδήλωσεν ότι ή συμφωνία άποτελεί σημαντικόν βήμα. bbox=[299, 1582, 436, 1633]
paragraph: Έκ τών όλίγων έπιφυλακτικών χωρών, ή Δυτική Γερμανία έδήλωσεν ότι θά έξετάση τό ζήτημα προσεκτικώς πρίν ή λάβη άπόφασιν. Τριάκοντα καί πλέον χώραι άνεκοίνωσαν ότι θά προσυπογράψουν τήν συμφωνίαν διά τήν άπαγόρευσιν τών πυρηνικών δοκιμών. bbox=[6, 1425, 143, 1565]
article-body bbox=[6, 208, 582, 1021]
photo-figures bbox=[597, 197, 967, 569]
paragraph: Ήρχισε τήν Κυριακήν εις τό Πανεπιστήμιον Θεσσαλονίκης τό Διεθνές Συνέδριον τής Φυσικής, εις τό όποίον μετέχουν διακεκριμένοι έπιστήμονες έξ όλου τού κόσμου. Κατά τήν έναρξιν ώμίλησαν ό Πρύτανις καί ό Πρόεδρος τού Συνεδρίου. bbox=[596, 1691, 713, 1831]
paragraph: Έκ τών όλίγων έπιφυλακτικών χωρών, ή Δυτική Γερμανία έδήλωσεν ότι θά έξετάση τό ζήτημα προσεκτικώς πρίν ή λάβη άπόφασιν. Τριάκοντα καί πλέον χώραι άνεκοίνωσαν ότι θά προσυπογράψουν τήν συμφωνίαν διά τήν άπαγόρευσιν τών πυρηνικών δοκιμών. bbox=[445, 1409, 582, 1549]
paragraph: ΒΕΛΙΓΡΑΔΙΟΝ, 5. (Ρώυτερ). — Ό άριθμός τών νεκρών έκ τού σεισμού τών Σκοπίων άνήλθεν εις 1.011, τών δέ τραυματιών εις 3.550. Αί έργασίαι διασώσεως συνεχίζονται. bbox=[1374, 2082, 1562, 2145]
section-heading: ΖΗΤΕΙ ΕΙΣ ΓΑΜΟΝ ΤΗΝ ΚΗΛΕΡ bbox=[1287, 1347, 1405, 1372]
paragraph: ΛΟΝΔΙΝΟΝ, 5. (Ρώυτερ). — Ή ύπόθεσις τού Γουώρντ συνεχίζει νά άπασχολή τήν βρεταννικήν κοινήν γνώμην. Πολλά ύψηλά ίστάμενα πρόσωπα φοβούνται τάς άποκαλύψεις αί όποίαι άναμένονται κατά τάς προσεχείς ήμέρας. bbox=[1129, 1059, 1415, 1532]
column-rule bbox=[588, 10, 589, 1108]
paragraph: ΛΟΝΔΙΝΟΝ, 5. (Ρώυτερ). — Ή ύπόθεσις τού Γουώρντ συνεχίζει νά άπασχολή τήν βρεταννικήν κοινήν γνώμην. Πολλά ύψηλά ίστάμενα πρόσωπα φοβούνται τάς άποκαλύψεις αί όποίαι άναμένονται κατά τάς προσεχείς ήμέρας. bbox=[1424, 1181, 1562, 1296]
paragraph: Ό δικηγόρος τής Γκιούλιβερ έδήλωσεν ότι ή πελάτις του είναι έτοίμη νά καταθέση όσα γνωρίζει ένώπιον τής έπιτροπής. bbox=[1424, 1460, 1562, 1524]
paragraph: Γενικεύεται ό άγών τών έργαζομένων κλάδων. Οί κεραμοποιοί τής βιομηχανίας άπεργούν άπό σήμερον ζητούντες αύξησιν τών ήμερομισθίων των. Ή Διοίκησις τής όργανώσεως των άνεκοίνωσεν ότι οί έργάται θά συνεχίσουν τόν άγώνα των. Εις τό μεταξύ καί άλλοι κλάδοι έξετάζουν τό ένδεχόμενον νά προβούν εις άπεργίας διαμαρτυρίας. bbox=[152, 673, 289, 839]
paragraph: Ό δικηγόρος τής Γκιούλιβερ έδήλωσεν ότι ή πελάτις του είναι έτοίμη νά καταθέση όσα γνωρίζει ένώπιον τής έπιτροπής. bbox=[1424, 1113, 1562, 1177]
subhead-bold: ΕΙΝΑΙ, ΤΟΝΙΖΕΙ, ΑΠΑΡΑΙΤΗΤΟΣ ΔΙΑ ΤΗΝ ΟΜΑΛΗΝ ΛΕΙΤΟΥΡΓΙΑΝ ΚΑΙ ΤΗΝ ΕΥΗΜΕΡΙΑΝ ΤΗΣ ΚΥΠΡΟΥ bbox=[1013, 128, 1531, 206]
story-warrants bbox=[596, 863, 968, 1385]
section-heading: ΠΟΙΑΙ ΧΩΡΑΙ ΘΑ ΥΠΟΓΡΑΨΟΥΝ bbox=[324, 1355, 411, 1380]
section-heading: ΕΝΤΟΝΟΣ ΔΙΑΜΑΡΤΥΡΙΑ bbox=[156, 844, 286, 857]
headline: ΕΤΕΡΟΣ ΒΟΥΔΙΣΤΗΣ ΜΟΝΑΧΟΣ ΗΥΤΟΚΤΟΝΗΣΕ ΠΕΡΙΛΟΥΣΘΕΙΣ ΜΕ ΠΟΣΟΤΗΤΑ ΠΕΤΡΕΛΑΙΟΥ bbox=[622, 1913, 941, 1968]
paragraph: ΑΘΗΝΑΙ, 5. — Ή κυβέρνησις άπεφάσισε νά προσχωρήση εις τήν συμφωνίαν. bbox=[445, 1354, 582, 1405]
section-heading: ΘΑ ΑΠΕΡΓΗΣΟΥΝ bbox=[27, 752, 121, 765]
headline: ΗΡΧΙΣΕ ΤΗΝ ΚΥΡΙΑΚΗΝ ΕΙΣ ΤΟ ΠΑΝΕΠΙΣΤΗΜΙΟΝ ΤΟ ΔΙΕΘΝΕΣ ΣΥΝΕΔΡΙΟΝ ΤΗΣ ΦΥΣΙΚΗΣ bbox=[641, 1345, 923, 1400]
paragraph: Έκ τών όλίγων έπιφυλακτικών χωρών, ή Δυτική Γερμανία έδήλωσεν ότι θά έξετάση τό ζήτημα προσεκτικώς πρίν ή λάβη άπόφασιν. Τριάκοντα καί πλέον χώραι άνεκοίνωσαν ότι θά προσυπογράψουν τήν συμφωνίαν διά τήν άπαγόρευσιν τών πυρηνικών δοκιμών. bbox=[152, 1248, 436, 1953]
paragraph: Εις άπεργίαν προβαίνει σήμερον καί τό προσωπικόν τής ΔΕΗ. Ή Όμοσπονδία τών έργαζομένων εις τήν έπιχείρησιν άνακοινοί ότι ή άπεργία θά διαρκέση μέχρι τής ίκανοποιήσεως τών αίτημάτων των. bbox=[445, 717, 582, 818]
subhead: καί ό κλάδος κεραμοποιών βιομηχανίας bbox=[83, 157, 505, 181]
section-heading: ΑΛΛΑΙ ΕΚΔΗΛΩΣΕΙΣ bbox=[168, 488, 274, 501]
divider bbox=[982, 937, 1562, 939]
paragraph: Κατηγγέλθη έξ άλλου ότι μάρτυρες τής ύποθέσεως παρακολουθούνται ύπό άγνώστων. Ή ΕΔΑ διαμαρτύρεται διά τάς ένεργείας ταύτας. bbox=[723, 1082, 841, 1171]
paragraph: Ό Βρεταννός ύπουργός τών Έξωτερικών λόρδος Χιούμ έτόνισεν ότι ή συμφωνία είναι άπόδειξις καλής θελήσεως. bbox=[6, 1802, 143, 1865]
paragraph: Ήρχισε τήν Κυριακήν εις τό Πανεπιστήμιον Θεσσαλονίκης τό Διεθνές Συνέδριον τής Φυσικής, εις τό όποίον μετέχουν διακεκριμένοι έπιστήμονες έξ όλου τού κόσμου. Κατά τήν έναρξιν ώμίλησαν ό Πρύτανις καί ό Πρόεδρος τού Συνεδρίου. bbox=[851, 1733, 968, 1873]
paragraph: ΑΘΗΝΑΙ, 5. — Ό Πρόεδρος τής Κυπριακής Δημοκρατίας Άρχιεπίσκοπος Μακάριος, εις δηλώσεις του πρός άνταποκριτήν έφημερίδος τών Άθηνών, έδήλωσεν ότι ή άναθεώρησις τών συνθηκών είναι άπαραίτητος διά τήν όμαλήν λειτουργίαν τού Κυπριακού Κράτους. Ό κ. Μακάριος έτόνισεν ότι ή συνθήκη τής τριμερούς έγγυήσεως δύναται νά καταγγελθή εις οίανδήποτε στιγμήν, έάν αί περιστάσεις τό έπιβάλουν. bbox=[982, 488, 1120, 692]
divider bbox=[6, 1123, 582, 1125]
subhead-bold: ΕΚΕΙΝΟΣ ΔΕΝ ΕΠΙΘΥΜΕΙ ΤΗΝ ΔΙΩΞΙΝ ΤΗΣ bbox=[596, 168, 968, 190]
paragraph: ΛΟΝΔΙΝΟΝ, 5. (Άσ. Πρές). — Ή Βίκυ Μπάρρετ άνεκάλεσε τάς προηγουμένας δηλώσεις της. bbox=[1129, 1130, 1267, 1181]
paragraph: ΛΟΝΔΙΝΟΝ, 5. (Ρώυτερ). — Ή ύπόθεσις τού Γουώρντ συνεχίζει νά άπασχολή τήν βρεταννικήν κοινήν γνώμην. Πολλά ύψηλά ίστάμενα πρόσωπα φοβούνται τάς άποκαλύψεις αί όποίαι άναμένονται κατά τάς προσεχείς ήμέρας. bbox=[982, 1092, 1120, 1207]
article-body bbox=[6, 1248, 582, 2306]
section-heading: ΣΥΝΕΧΕΙΑ ΕΚ ΤΗΣ 1ης ΣΕΛΙΔΟΣ bbox=[16, 1253, 133, 1278]
paragraph: Παρά τό γεγονός, ότι αί άνακρίσεις διά τά αίματηρά έπεισόδια τής 22ας Μαΐου, άναμένονται νέαι έξελίξεις. Ό άνακριτής προτίθεται νά έκδώση νέα έντάλματα συλλήψεως κατά προσώπων τά όποία φέρονται ώς άναμειχθέντα. bbox=[596, 1036, 841, 1295]
paragraph: Ήρχισε τήν Κυριακήν εις τό Πανεπιστήμιον Θεσσαλονίκης τό Διεθνές Συνέδριον τής Φυσικής, εις τό όποίον μετέχουν διακεκριμένοι έπιστήμονες έξ όλου τού κόσμου. Κατά τήν έναρξιν ώμίλησαν ό Πρύτανις καί ό Πρόεδρος τού Συνεδρίου. bbox=[596, 1403, 841, 1886]
paragraph: Έκ τών όλίγων έπιφυλακτικών χωρών, ή Δυτική Γερμανία έδήλωσεν ότι θά έξετάση τό ζήτημα προσεκτικώς πρίν ή λάβη άπόφασιν. Τριάκοντα καί πλέον χώραι άνεκοίνωσαν ότι θά προσυπογράψουν τήν συμφωνίαν διά τήν άπαγόρευσιν τών πυρηνικών δοκιμών. bbox=[6, 1281, 143, 1421]
paragraph: Έπίσης, σήμερον άπεργούν οί ύπάλληλοι τής Δημοσίας Έπιχειρήσεως Ήλεκτρισμού (ΔΕΗ) καί τής Ύπηρεσίας Έλέγχου Βιομηχανίας (ΥΕΒ), διεκδικούντες τήν ίκανοποίησιν τών οίκονομικών αίτημάτων των. Αί όργανώσεις των έδήλωσαν ότι ή άπεργία θά είναι καθολική. bbox=[6, 767, 143, 908]
section-heading: Ο κ. ΟΥ ΘΑΝΤ bbox=[184, 1359, 257, 1371]
section-heading: ΘΑ ΣΥΝΕΧΙΣΘΗ Η ΕΚΘΕΣΙΣ bbox=[1152, 1372, 1245, 1398]
paragraph: ΛΟΝΔΙΝΟΝ, 5. (Ρώυτερ). — Οί «Τάιμς» εις σημερινόν άρθρον των άσχολούνται μέ τάς δηλώσεις τού Άρχιεπισκόπου Μακαρίου. bbox=[1424, 377, 1562, 441]
subhead-bold: ΚΑΤΗΓΓΕΛΘΗ ΟΤΙ ΠΑΡΑΚΟΛΟΥΘΟΥΝΤΑΙ ΜΑΡΤΥΡΕΣ bbox=[617, 1000, 946, 1033]
paragraph: Άναφερόμενος εις τό θέμα τών έγγυήσεων, ό Πρόεδρος είπεν ότι ή Κύπρος ώς άνεξάρτητον κράτος δικαιούται νά καθορίζη μόνη τήν πολιτικήν της. bbox=[1129, 365, 1267, 441]
divider bbox=[596, 1339, 968, 1341]
paragraph: Ένώπιον τής έξελίξεως ταύτης, αί όργανώσεις άποφασίζουν νά συντονίσουν τήν δράσιν των. Ό άγών διά τήν βελτίωσιν τών όρων έργασίας έντείνεται εις όλους τούς τομείς. bbox=[445, 623, 582, 713]
section-heading: ΠΡΟΣΧΩΡΕΙ ΚΑΙ Η ΕΛΛΑΣ bbox=[153, 1642, 288, 1655]
paragraph: Νεαρά νυμφίσσα έξεκένωσε χθές εις τό πρόσωπον τοϋ έραστού της φιαλίδιον θειικού όξέος, άκολούθως δέ έλαβε κινίνα διά νά αύτοκτονήση. Τό έπεισόδιον έσημειώθη εις κατάστημα τής όδού Έγνατίας. Ό τραυματισθείς μετεφέρθη εις τό νοσοκομείον, όπου τού παρεσχέθησαν αί πρώται βοήθειαι, ή δέ νεαρά συνελήφθη. bbox=[787, 605, 968, 719]
section-heading: ΣΥΝΕΧΕΙΑ ΕΚ ΤΗΣ ΣΕΛΙΔΟΣ bbox=[1003, 1063, 1100, 1089]
paragraph: Γενικεύεται ό άγών τών έργαζομένων κλάδων. Οί κεραμοποιοί τής βιομηχανίας άπεργούν άπό σήμερον ζητούντες αύξησιν τών ήμερομισθίων των. Ή Διοίκησις τής όργανώσεως των άνεκοίνωσεν ότι οί έργάται θά συνεχίσουν τόν άγώνα των. Εις τό μεταξύ καί άλλοι κλάδοι έξετάζουν τό ένδεχόμενον νά προβούν εις άπεργίας διαμαρτυρίας. bbox=[152, 504, 289, 669]
paragraph: Ό κ. Ντιέμ έδήλωσεν ότι ή κυβέρνησις θά λάβη αύστηρά μέτρα. bbox=[851, 1987, 968, 2025]
paragraph: Έκ τών όλίγων έπιφυλακτικών χωρών, ή Δυτική Γερμανία έδήλωσεν ότι θά έξετάση τό ζήτημα προσεκτικώς πρίν ή λάβη άπόφασιν. Τριάκοντα καί πλέον χώραι άνεκοίνωσαν ότι θά προσυπογράψουν τήν συμφωνίαν διά τήν άπαγόρευσιν τών πυρηνικών δοκιμών. bbox=[6, 1248, 289, 1958]
article-body bbox=[982, 281, 1562, 889]
paragraph: Ό Σοβιετικός ύπουργός τών Έξωτερικών κ. Γκρομύκο έδήλωσεν ότι ή συμφωνία άποτελεί σημαντικόν βήμα. bbox=[445, 1553, 582, 1604]
paragraph: ΛΕΥΚΩΣΙΑ, 5. — Ό κυβερνητικός έκπρόσωπος άνεκοίνωσεν ότι ή κυβέρνησις θά έξετάση τάς δηλώσεις τού Προέδρου. bbox=[1424, 653, 1562, 717]
story-monk bbox=[596, 1902, 968, 2305]
paragraph: ΛΕΥΚΩΣΙΑ, 5. — Ό κυβερνητικός έκπρόσωπος άνεκοίνωσεν ότι ή κυβέρνησις θά έξετάση τάς δηλώσεις τού Προέδρου. bbox=[1129, 280, 1415, 708]
